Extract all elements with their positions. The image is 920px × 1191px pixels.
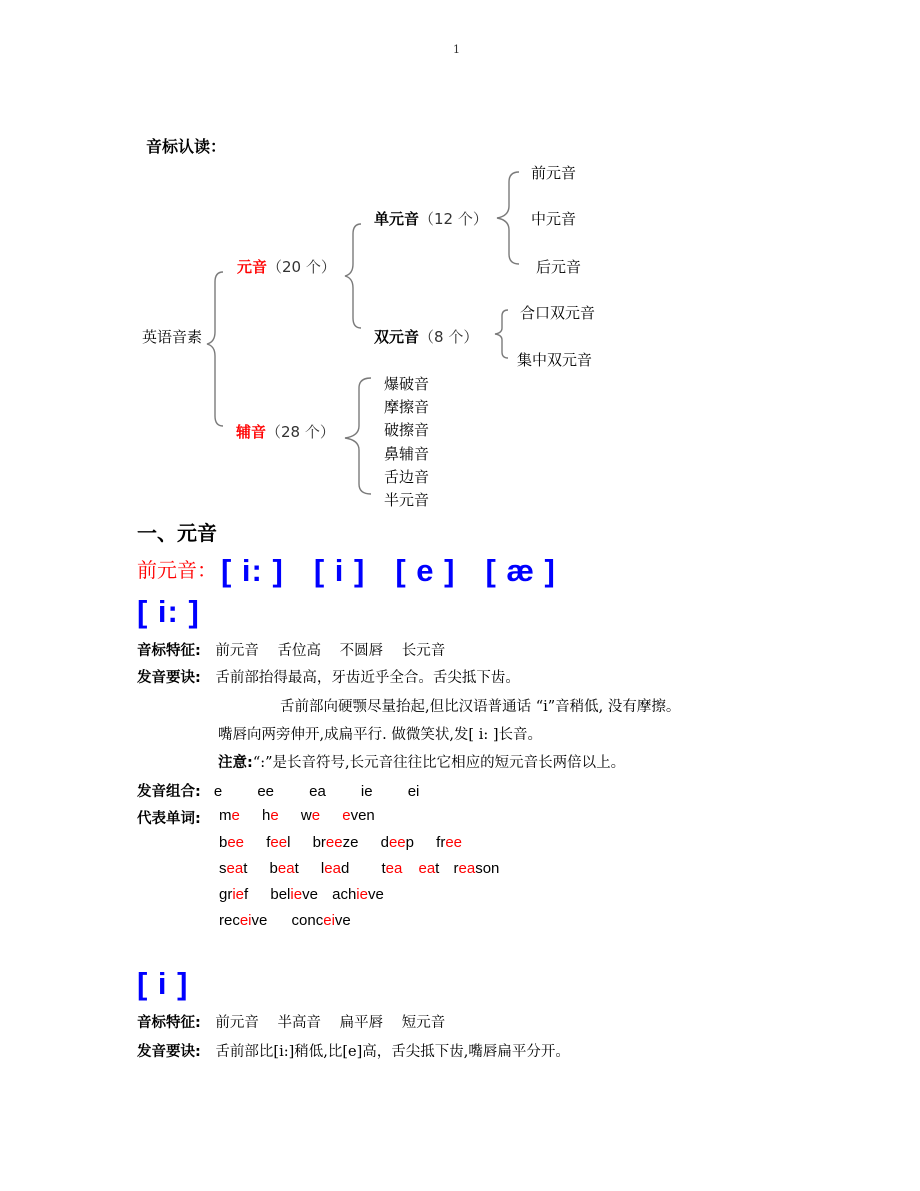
phoneme-i-features xyxy=(137,1011,445,1032)
tree-vowel xyxy=(237,256,336,277)
consonant-count: （28 个） xyxy=(266,423,335,441)
consonant-child-affricate: 破擦音 xyxy=(384,421,430,439)
word: breeze xyxy=(312,834,359,851)
phoneme-i-title: [ i ] xyxy=(137,966,189,1001)
vowel-count: （20 个） xyxy=(267,258,336,276)
diphthong-count: （8 个） xyxy=(419,328,479,346)
word: believe xyxy=(270,886,318,903)
monophthong-child-back: 后元音 xyxy=(536,258,582,276)
phoneme-ii-note xyxy=(218,751,625,772)
vowel-brace-icon xyxy=(343,222,363,332)
note-label: 注意: xyxy=(218,755,253,771)
combo-item: ea xyxy=(309,783,326,800)
word: grief xyxy=(219,886,249,903)
monophthong-child-central: 中元音 xyxy=(531,210,577,228)
combo-item: e xyxy=(213,783,223,800)
front-vowel-e: [ e ] xyxy=(395,553,456,588)
feature-item: 长元音 xyxy=(401,643,446,659)
feature-item: 不圆唇 xyxy=(339,643,384,659)
word: bee xyxy=(219,834,245,851)
word: conceive xyxy=(291,912,351,929)
vowel-label: 元音 xyxy=(237,258,268,276)
word: me xyxy=(219,807,240,824)
word: eat xyxy=(418,860,440,877)
diphthong-child-centering: 集中双元音 xyxy=(517,351,593,369)
word: lead xyxy=(320,860,350,877)
combos-label: 发音组合: xyxy=(137,784,201,800)
consonant-child-semivowel: 半元音 xyxy=(384,491,430,509)
front-vowel-ae: [ æ ] xyxy=(485,553,556,588)
consonant-child-plosive: 爆破音 xyxy=(384,375,430,393)
monophthong-label: 单元音 xyxy=(374,210,420,228)
word: tea xyxy=(381,860,403,877)
section-title: 一、元音 xyxy=(137,521,217,545)
phoneme-ii-tip-2: 舌前部向硬颚尽量抬起,但比汉语普通话 “i”音稍低, 没有摩擦。 xyxy=(280,699,681,715)
front-vowels-line xyxy=(137,553,556,589)
word: seat xyxy=(219,860,248,877)
diphthong-child-closing: 合口双元音 xyxy=(520,304,596,322)
front-vowels-label: 前元音： xyxy=(137,558,217,582)
diphthong-brace-icon xyxy=(492,308,512,358)
feature-item: 半高音 xyxy=(277,1015,322,1031)
tips-label: 发音要诀: xyxy=(137,670,201,686)
word-row xyxy=(219,834,462,851)
consonant-child-lateral: 舌边音 xyxy=(384,468,430,486)
word: we xyxy=(300,807,321,824)
note-text: “:”是长音符号,长元音往往比它相应的短元音长两倍以上。 xyxy=(252,755,626,771)
monophthong-brace-icon xyxy=(495,170,521,266)
consonant-child-fricative: 摩擦音 xyxy=(384,398,430,416)
consonant-child-nasal: 鼻辅音 xyxy=(384,445,430,463)
word: achieve xyxy=(332,886,384,903)
word: deep xyxy=(380,834,414,851)
feature-item: 舌位高 xyxy=(277,643,322,659)
feature-item: 短元音 xyxy=(401,1015,446,1031)
combo-item: ei xyxy=(407,783,420,800)
word: feel xyxy=(266,834,291,851)
feature-item: 扁平唇 xyxy=(339,1015,384,1031)
feature-item: 前元音 xyxy=(215,1015,259,1031)
front-vowel-ii: [ i: ] xyxy=(221,553,284,588)
tree-monophthong xyxy=(374,208,488,229)
word: reason xyxy=(453,860,500,877)
word-row xyxy=(219,807,375,824)
diphthong-label: 双元音 xyxy=(374,328,420,346)
word: beat xyxy=(269,860,299,877)
consonant-label: 辅音 xyxy=(236,423,267,441)
combo-item: ee xyxy=(257,783,275,800)
features-label: 音标特征: xyxy=(137,643,201,659)
word-row xyxy=(219,886,384,903)
phoneme-ii-title: [ i: ] xyxy=(137,594,200,629)
word-row xyxy=(219,912,351,929)
consonant-brace-icon xyxy=(343,376,373,496)
word: even xyxy=(342,807,375,824)
phoneme-ii-tip-1 xyxy=(137,666,520,687)
front-vowel-i: [ i ] xyxy=(313,553,366,588)
root-brace-icon xyxy=(205,270,225,430)
tree-consonant xyxy=(236,421,335,442)
intro-title: 音标认读： xyxy=(146,137,227,156)
monophthong-child-front: 前元音 xyxy=(531,164,577,182)
phoneme-ii-tip-3: 嘴唇向两旁伸开,成扁平行. 做微笑状,发[ i: ]长音。 xyxy=(218,727,542,743)
monophthong-count: （12 个） xyxy=(419,210,488,228)
phoneme-ii-features xyxy=(137,639,445,660)
tips-label: 发音要诀: xyxy=(137,1044,201,1060)
tree-root: 英语音素 xyxy=(142,328,203,346)
words-label: 代表单词: xyxy=(137,811,201,827)
word: free xyxy=(436,834,463,851)
combo-item: ie xyxy=(360,783,373,800)
page-number: 1 xyxy=(453,43,460,56)
word: he xyxy=(262,807,279,824)
tip-text: 舌前部抬得最高，牙齿近乎全合。舌尖抵下齿。 xyxy=(215,670,520,686)
word: receive xyxy=(219,912,268,929)
tree-diphthong xyxy=(374,326,478,347)
phoneme-i-tip-1 xyxy=(137,1040,570,1061)
features-label: 音标特征: xyxy=(137,1015,201,1031)
phoneme-ii-combos xyxy=(137,780,419,801)
feature-item: 前元音 xyxy=(215,643,259,659)
tip-text: 舌前部比[i:]稍低,比[e]高，舌尖抵下齿,嘴唇扁平分开。 xyxy=(215,1044,570,1060)
word-row xyxy=(219,860,499,877)
